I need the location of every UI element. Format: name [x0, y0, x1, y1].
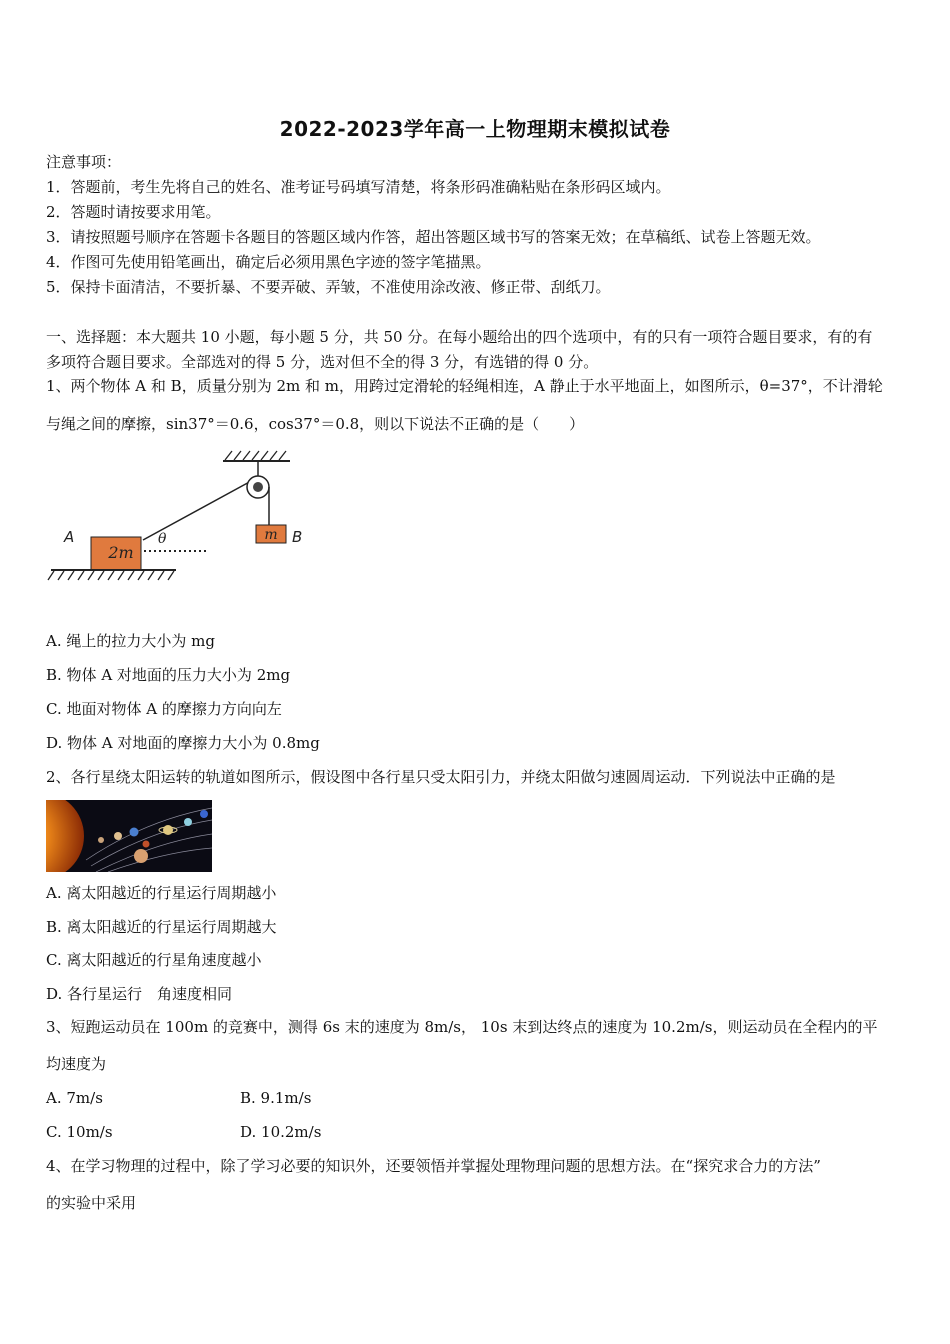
q1-option-a: A. 绳上的拉力大小为 mg: [46, 632, 215, 650]
q1-option-d: D. 物体 A 对地面的摩擦力大小为 0.8mg: [46, 734, 320, 752]
q1-pulley-figure: [46, 447, 306, 587]
q4-stem-line1: 4、在学习物理的过程中，除了学习必要的知识外，还要领悟并掌握处理物理问题的思想方法。在“探究求合力的方法”: [46, 1157, 821, 1175]
planet-venus: [114, 832, 122, 840]
label-a: A: [64, 528, 75, 546]
q3-option-b: B. 9.1m/s: [240, 1089, 312, 1107]
ceiling-hatch: [225, 451, 286, 460]
planet-mercury: [98, 837, 104, 843]
q3-option-d: D. 10.2m/s: [240, 1123, 322, 1141]
notice-item-5: 5．保持卡面清洁，不要折暴、不要弄破、弄皱，不准使用涂改液、修正带、刮纸刀。: [46, 278, 611, 296]
planet-earth: [130, 828, 139, 837]
notice-item-4: 4．作图可先使用铅笔画出，确定后必须用黑色字迹的签字笔描黑。: [46, 253, 491, 271]
block-a-mass: 2m: [108, 543, 134, 562]
notice-item-2: 2．答题时请按要求用笔。: [46, 203, 221, 221]
planet-neptune: [200, 810, 208, 818]
q2-option-d: D. 各行星运行 角速度相同: [46, 985, 233, 1003]
q1-stem-line1: 1、两个物体 A 和 B，质量分别为 2m 和 m，用跨过定滑轮的轻绳相连，A 静止于水平地面上，如图所示，θ=37°，不计滑轮: [46, 377, 883, 395]
q1-option-c: C. 地面对物体 A 的摩擦力方向向左: [46, 700, 282, 718]
planet-mars: [143, 841, 150, 848]
block-b-mass: m: [264, 527, 278, 543]
planet-jupiter: [134, 849, 148, 863]
notice-item-3: 3．请按照题号顺序在答题卡各题目的答题区域内作答，超出答题区域书写的答案无效；在草稿纸、试卷上答题无效。: [46, 228, 821, 246]
q2-option-b: B. 离太阳越近的行星运行周期越大: [46, 918, 277, 936]
q3-stem-line2: 均速度为: [46, 1055, 107, 1073]
q1-option-b: B. 物体 A 对地面的压力大小为 2mg: [46, 666, 291, 684]
page-title: 2022-2023学年高一上物理期末模拟试卷: [279, 117, 671, 141]
pulley-axle: [253, 482, 263, 492]
notice-heading: 注意事项：: [46, 153, 122, 171]
notice-item-1: 1．答题前，考生先将自己的姓名、准考证号码填写清楚，将条形码准确粘贴在条形码区域内。: [46, 178, 671, 196]
q2-option-a: A. 离太阳越近的行星运行周期越小: [46, 884, 277, 902]
q2-solar-system-figure: [46, 800, 212, 872]
q3-option-a: A. 7m/s: [46, 1089, 103, 1107]
section-instructions-line2: 多项符合题目要求。全部选对的得 5 分，选对但不全的得 3 分，有选错的得 0 分。: [46, 353, 599, 371]
section-instructions-line1: 一、选择题：本大题共 10 小题，每小题 5 分，共 50 分。在每小题给出的四个选项中，有的只有一项符合题目要求，有的有: [46, 328, 873, 346]
angle-theta: θ: [158, 531, 167, 547]
ground-hatch: [48, 571, 174, 580]
q3-stem-line1: 3、短跑运动员在 100m 的竞赛中，测得 6s 末的速度为 8m/s， 10s 末到达终点的速度为 10.2m/s，则运动员在全程内的平: [46, 1018, 878, 1036]
q1-stem-line2: 与绳之间的摩擦，sin37°＝0.6，cos37°＝0.8，则以下说法不正确的是（ ）: [46, 415, 585, 433]
q2-stem-line1: 2、各行星绕太阳运转的轨道如图所示，假设图中各行星只受太阳引力，并绕太阳做匀速圆周运动．下列说法中正确的是: [46, 768, 836, 786]
label-b: B: [292, 528, 303, 546]
planet-saturn: [163, 825, 173, 835]
q4-stem-line2: 的实验中采用: [46, 1194, 137, 1212]
planet-uranus: [184, 818, 192, 826]
q2-option-c: C. 离太阳越近的行星角速度越小: [46, 951, 262, 969]
q3-option-c: C. 10m/s: [46, 1123, 113, 1141]
